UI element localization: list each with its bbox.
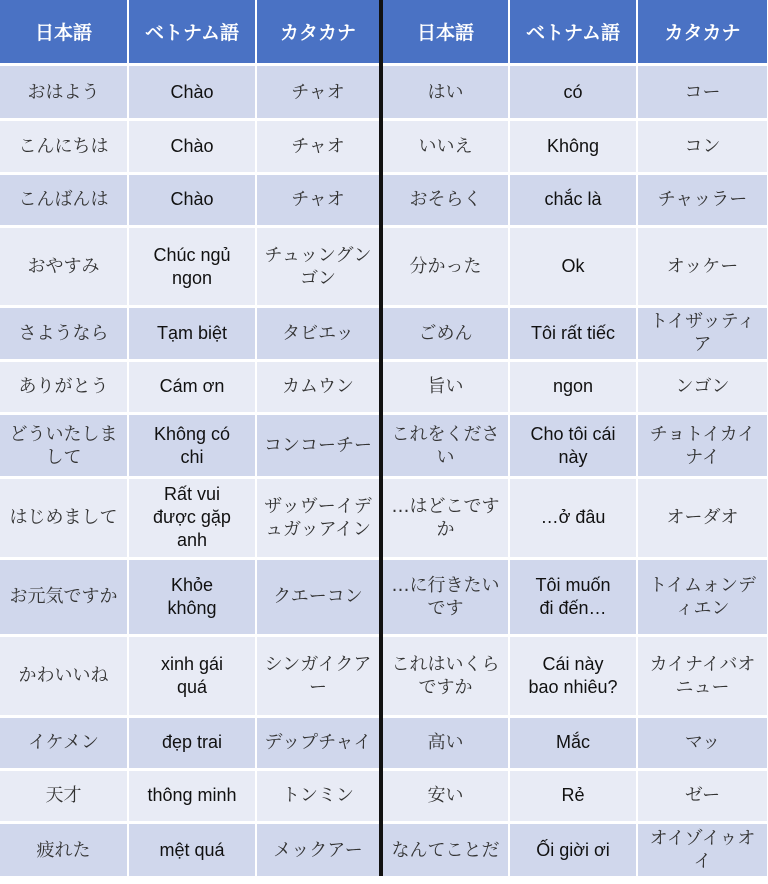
table-row (0, 120, 768, 173)
cell-katakana: チュッングンゴン (256, 226, 381, 306)
cell-japanese: これをください (381, 413, 509, 477)
cell-vietnamese: Cho tôi cái này (509, 413, 637, 477)
cell-katakana: コンコーチー (256, 413, 381, 477)
cell-japanese: なんてことだ (381, 823, 509, 876)
cell-katakana: マッ (637, 716, 768, 769)
cell-japanese: かわいいね (0, 636, 128, 716)
table-row (0, 478, 768, 558)
cell-japanese: ありがとう (0, 360, 128, 413)
cell-vietnamese: Tôi rất tiếc (509, 307, 637, 360)
cell-japanese: 天才 (0, 769, 128, 822)
header-katakana: カタカナ (637, 0, 768, 65)
cell-vietnamese: xinh gái quá (128, 636, 256, 716)
table-row (0, 360, 768, 413)
cell-katakana: オイゾイゥオイ (637, 823, 768, 876)
cell-katakana: カイナイバオニュー (637, 636, 768, 716)
cell-japanese: おそらく (381, 173, 509, 226)
table-row (0, 226, 768, 306)
cell-katakana: タビエッ (256, 307, 381, 360)
cell-vietnamese: Chào (128, 65, 256, 120)
cell-katakana: コン (637, 120, 768, 173)
cell-vietnamese: Chào (128, 173, 256, 226)
cell-katakana: トンミン (256, 769, 381, 822)
cell-vietnamese: thông minh (128, 769, 256, 822)
cell-katakana: オッケー (637, 226, 768, 306)
cell-vietnamese: Tôi muốn đi đến… (509, 558, 637, 635)
cell-japanese: さようなら (0, 307, 128, 360)
cell-japanese: ごめん (381, 307, 509, 360)
header-vietnamese: ベトナム語 (128, 0, 256, 65)
header-japanese: 日本語 (381, 0, 509, 65)
cell-vietnamese: Mắc (509, 716, 637, 769)
cell-vietnamese: Ối giời ơi (509, 823, 637, 876)
header-vietnamese: ベトナム語 (509, 0, 637, 65)
cell-vietnamese: Cám ơn (128, 360, 256, 413)
cell-vietnamese: Rẻ (509, 769, 637, 822)
cell-japanese: …はどこですか (381, 478, 509, 558)
cell-katakana: トイムォンディエン (637, 558, 768, 635)
cell-vietnamese: Cái này bao nhiêu? (509, 636, 637, 716)
cell-vietnamese: chắc là (509, 173, 637, 226)
cell-japanese: どういたしまして (0, 413, 128, 477)
cell-katakana: チャオ (256, 120, 381, 173)
cell-japanese: 分かった (381, 226, 509, 306)
cell-vietnamese: Chúc ngủ ngon (128, 226, 256, 306)
table-row (0, 823, 768, 876)
table-row (0, 558, 768, 635)
table-row (0, 769, 768, 822)
cell-vietnamese: ngon (509, 360, 637, 413)
cell-katakana: オーダオ (637, 478, 768, 558)
header-japanese: 日本語 (0, 0, 128, 65)
cell-katakana: チョトイカイナイ (637, 413, 768, 477)
header-row (0, 0, 768, 65)
cell-japanese: はじめまして (0, 478, 128, 558)
cell-katakana: メックアー (256, 823, 381, 876)
cell-vietnamese: có (509, 65, 637, 120)
cell-vietnamese: Không (509, 120, 637, 173)
table-row (0, 413, 768, 477)
cell-vietnamese: Ok (509, 226, 637, 306)
table-row (0, 173, 768, 226)
cell-katakana: チャッラー (637, 173, 768, 226)
cell-katakana: クエーコン (256, 558, 381, 635)
cell-vietnamese: Không có chi (128, 413, 256, 477)
cell-japanese: こんばんは (0, 173, 128, 226)
cell-katakana: チャオ (256, 65, 381, 120)
cell-japanese: はい (381, 65, 509, 120)
cell-japanese: 高い (381, 716, 509, 769)
cell-japanese: こんにちは (0, 120, 128, 173)
cell-vietnamese: Tạm biệt (128, 307, 256, 360)
cell-katakana: トイザッティア (637, 307, 768, 360)
cell-japanese: これはいくらですか (381, 636, 509, 716)
cell-katakana: チャオ (256, 173, 381, 226)
table-row (0, 307, 768, 360)
cell-japanese: イケメン (0, 716, 128, 769)
cell-japanese: 旨い (381, 360, 509, 413)
cell-japanese: おはよう (0, 65, 128, 120)
cell-katakana: カムウン (256, 360, 381, 413)
cell-katakana: ンゴン (637, 360, 768, 413)
cell-japanese: 安い (381, 769, 509, 822)
cell-katakana: コー (637, 65, 768, 120)
cell-katakana: シンガイクアー (256, 636, 381, 716)
cell-katakana: デップチャイ (256, 716, 381, 769)
cell-vietnamese: Khỏe không (128, 558, 256, 635)
cell-katakana: ゼー (637, 769, 768, 822)
cell-vietnamese: Chào (128, 120, 256, 173)
table-row (0, 636, 768, 716)
cell-katakana: ザッヴーイデュガッアイン (256, 478, 381, 558)
cell-vietnamese: …ở đâu (509, 478, 637, 558)
cell-japanese: おやすみ (0, 226, 128, 306)
cell-japanese: 疲れた (0, 823, 128, 876)
cell-vietnamese: mệt quá (128, 823, 256, 876)
cell-japanese: お元気ですか (0, 558, 128, 635)
cell-vietnamese: Rất vui được gặp anh (128, 478, 256, 558)
table-row (0, 716, 768, 769)
cell-japanese: …に行きたいです (381, 558, 509, 635)
cell-vietnamese: đẹp trai (128, 716, 256, 769)
cell-japanese: いいえ (381, 120, 509, 173)
header-katakana: カタカナ (256, 0, 381, 65)
table-row (0, 65, 768, 120)
